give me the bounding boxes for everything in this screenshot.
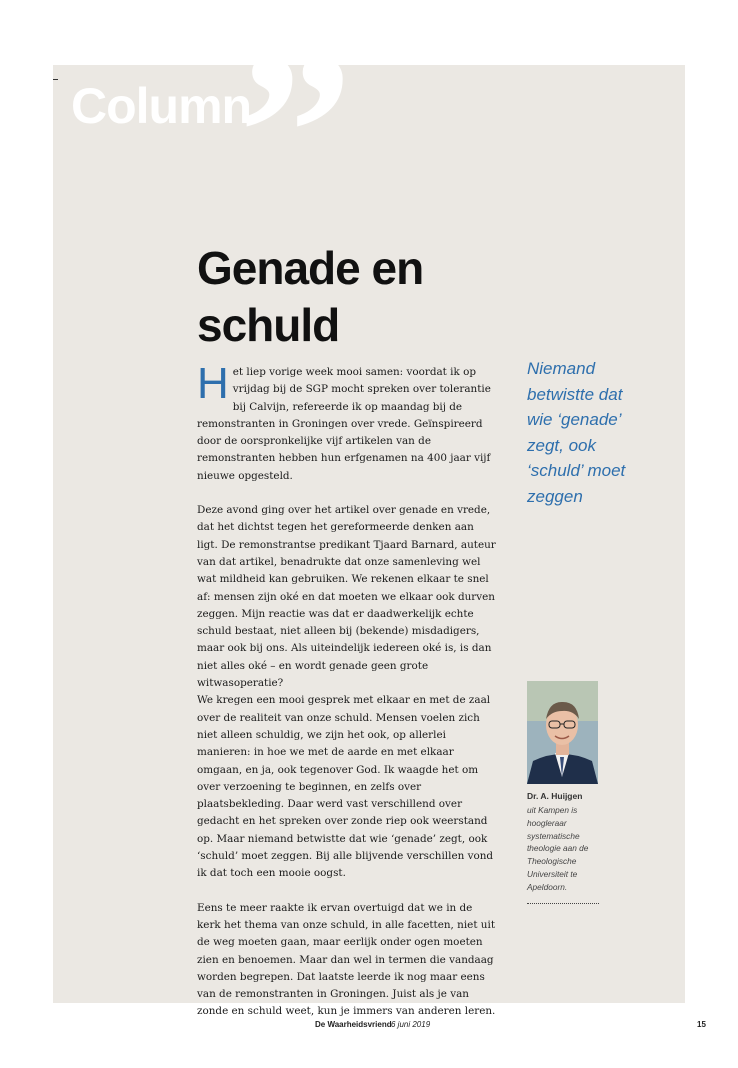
divider — [527, 903, 599, 904]
quote-mark-icon: ” — [238, 5, 353, 260]
paragraph-2: Deze avond ging over het artikel over genade en vrede, dat het dichtst tegen het gereformeerde denken aan ligt. De remonstrantse predikant Tjaard Barnard, auteur van dat artikel, benadrukte dat onze samenleving wel wat mildheid kan gebruiken. We rekenen elkaar te snel af: mensen zijn oké en dat moeten we elkaar ook durven zeggen. Mijn reactie was dat er daadwerkelijk echte schuld bestaat, niet alleen bij (bekende) misdadigers, maar ook bij ons. Als uiteindelijk iedereen oké is, is dan niet alles oké – en wordt genade geen grote witwasoperatie? — [197, 504, 496, 690]
page-number: 15 — [697, 1020, 706, 1029]
author-photo — [527, 681, 598, 784]
author-name: Dr. A. Huijgen — [527, 791, 583, 801]
crop-mark — [53, 79, 58, 80]
paragraph-4: Eens te meer raakte ik ervan overtuigd dat we in de kerk het thema van onze schuld, in alle facetten, niet uit de weg moeten gaan, maar eerlijk onder ogen moeten zien en benoemen. Maar dan wel in termen die vandaag worden begrepen. Dat laatste leerde ik nog maar eens van de remonstranten in Groningen. Juist als je van zonde en schuld weet, kun je immers van anderen leren. — [197, 901, 496, 1018]
drop-cap: H — [197, 359, 229, 408]
paragraph-3: We kregen een mooi gesprek met elkaar en met de zaal over de realiteit van onze schuld. Mensen voelen zich niet alleen schuldig, we zijn het ook, op allerlei manieren: in hoe we met de aarde en met elkaar omgaan, en ja, ook tegenover God. Ik waagde het om over verzoening te beginnen, en zelfs over plaatsbekleding. Daar werd vast verschillend over gedacht en het spreken over zonde riep ook weerstand op. Maar niemand betwistte dat wie ‘genade’ zegt, ook ‘schuld’ moet zeggen. Bij alle blijvende verschillen vond ik dat toch een mooie oogst. — [197, 694, 494, 880]
publication-date: 6 juni 2019 — [391, 1020, 431, 1029]
author-bio: uit Kampen is hoogleraar systematische theologie aan de Theologische Universiteit te Apeldoorn. — [527, 805, 589, 892]
paragraph-1: Het liep vorige week mooi samen: voordat ik op vrijdag bij de SGP mocht spreken over tolerantie bij Calvijn, refereerde ik op maandag bij de remonstranten in Groningen over vrede. Geïnspireerd door de oorspronkelijke vijf artikelen van de remonstranten hebben hun erfgenamen na 400 jaar vijf nieuwe opgesteld. — [197, 359, 491, 482]
section-label: Column — [71, 78, 252, 134]
publication-name: De Waarheidsvriend — [315, 1020, 392, 1029]
article-body — [197, 359, 497, 1038]
pull-quote: Niemand betwistte dat wie ‘genade’ zegt, ook ‘schuld’ moet zeggen — [527, 359, 626, 506]
article-title: Genade en schuld — [197, 242, 424, 351]
